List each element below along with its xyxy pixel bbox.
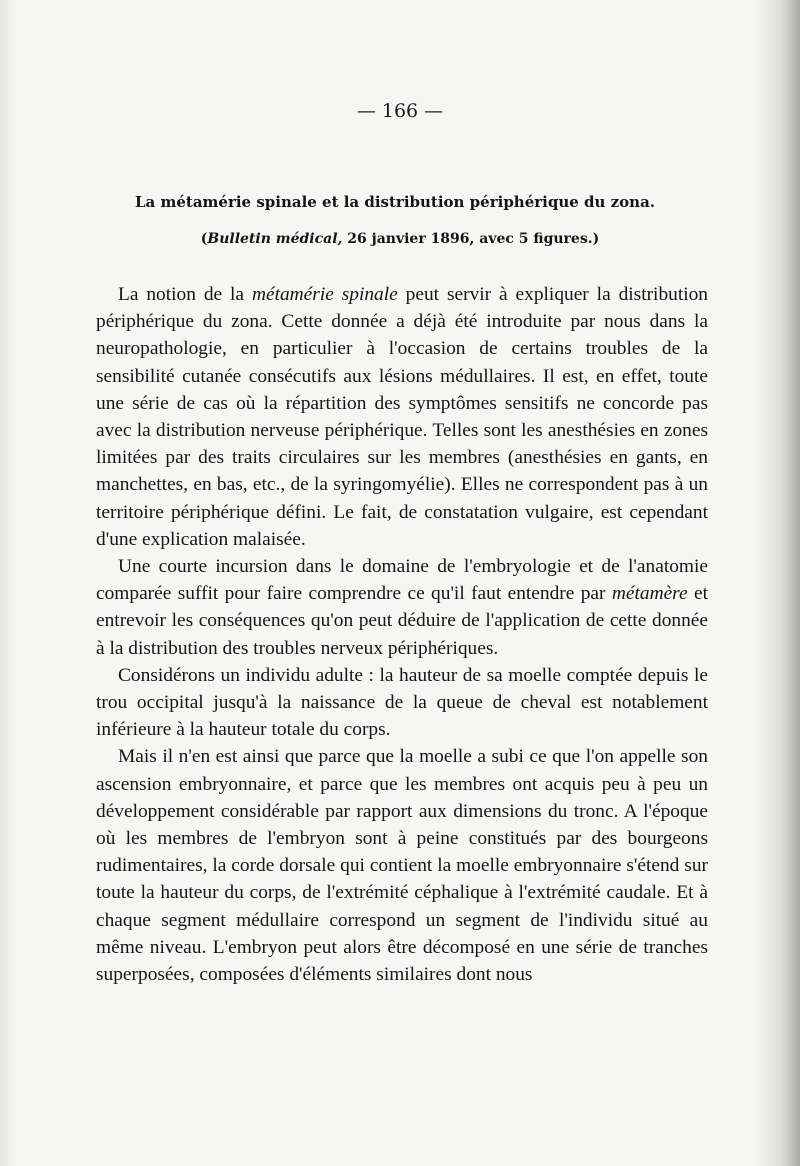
paragraph-text: Considérons un individu adulte : la hauteur de sa moelle comptée depuis le trou occipital jusqu'à la naissance de la queue de cheval est notablement inférieure à la hauteur totale du corps. <box>96 664 708 741</box>
italic-term: métamère <box>611 583 688 605</box>
article-citation <box>0 231 800 247</box>
citation-details: 26 janvier 1896, avec 5 figures.) <box>342 231 600 247</box>
paragraph-text: La notion de la <box>118 284 252 305</box>
paragraph-text: Mais il n'en est ainsi que parce que la moelle a subi ce que l'on appelle son ascension embryonnaire, et parce que les membres ont acquis peu à peu un développement considérable par rapport aux dimensions du tronc. A l'époque où les membres de l'embryon sont à peine constitués par des bourgeons rudimentaires, la corde dorsale qui contient la moelle embryonnaire s'étend sur toute la hauteur du corps, de l'extrémité céphalique à l'extrémité caudale. Et à chaque segment médullaire correspond un segment de l'individu situé au même niveau. L'embryon peut alors être décomposé en une série de tranches superposées, composées d'éléments similaires dont nous <box>96 746 708 986</box>
article-title: La métamérie spinale et la distribution périphérique du zona. <box>134 193 656 211</box>
body-paragraph <box>96 281 708 553</box>
paragraph-text: peut servir à expliquer la distribution périphérique du zona. Cette donnée a déjà été introduite par nous dans la neuropathologie, en particulier à l'occasion de certains troubles de la sensibilité cutanée consécutifs aux lésions médullaires. Il est, en effet, toute une série de cas où la répartition des symptômes sensitifs ne concorde pas avec la distribution nerveuse périphérique. Telles sont les anesthésies en zones limitées par des traits circulaires sur les membres (anesthésies en gants, en manchettes, en bas, etc., de la syringomyélie). Elles ne correspondent pas à un territoire périphérique défini. Le fait, de constatation vulgaire, est cependant d'une explication malaisée. <box>96 284 709 550</box>
page-number: — 166 — <box>356 100 444 122</box>
body-paragraph <box>96 743 708 988</box>
body-paragraph <box>96 553 708 662</box>
body-paragraph <box>96 662 708 744</box>
italic-term: métamérie spinale <box>251 284 398 305</box>
article-body <box>96 281 708 988</box>
citation-open-paren: ( <box>200 231 208 247</box>
page-left-edge-shadow <box>0 0 16 1166</box>
citation-journal: Bulletin médical, <box>207 231 343 247</box>
page-gutter-shadow <box>754 0 800 1166</box>
paragraph-text: Une courte incursion dans le domaine de l'embryologie et de l'anatomie comparée suffit pour faire comprendre ce qu'il faut entendre par <box>96 556 708 605</box>
paragraph-text: et entrevoir les conséquences qu'on peut déduire de l'application de cette donnée à la distribution des troubles nerveux périphériques. <box>96 583 708 659</box>
